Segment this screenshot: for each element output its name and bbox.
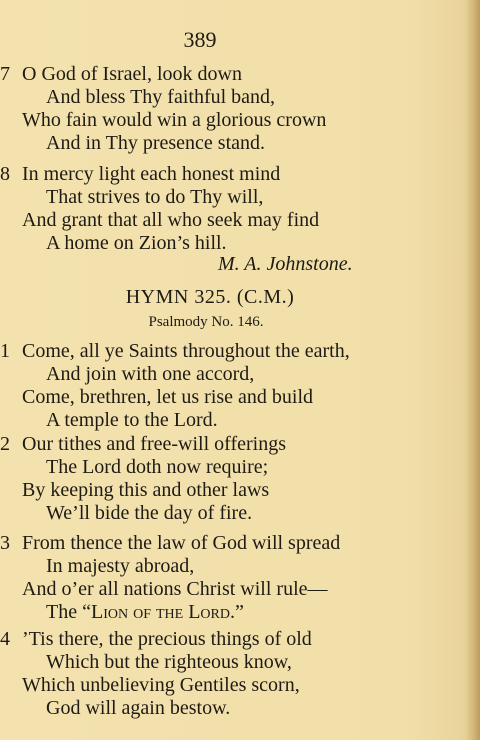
- verse-line: Which but the righteous know,: [46, 651, 292, 673]
- verse-3: [0, 532, 340, 624]
- author-attribution: M. A. Johnstone.: [218, 253, 353, 275]
- verse-line: We’ll bide the day of fire.: [46, 502, 253, 524]
- verse-8: [0, 163, 319, 255]
- verse-line: By keeping this and other laws: [22, 479, 270, 501]
- page-edge-shadow: [466, 0, 480, 740]
- verse-line: 3 From thence the law of God will spread: [0, 532, 341, 554]
- small-caps-title: Lion of the Lord: [90, 601, 230, 623]
- verse-line: 1 Come, all ye Saints throughout the earth,: [0, 340, 350, 362]
- verse-number: 3: [0, 532, 10, 554]
- verse-line: And join with one accord,: [46, 363, 255, 385]
- verse-line: The Lord doth now require;: [46, 456, 269, 478]
- verse-line: And in Thy presence stand.: [46, 132, 266, 154]
- verse-line: In majesty abroad,: [46, 555, 195, 577]
- verse-line: Come, brethren, let us rise and build: [22, 386, 314, 408]
- verse-1: [0, 340, 350, 432]
- verse-number: 8: [0, 163, 10, 185]
- verse-line: 2 Our tithes and free-will offerings: [0, 433, 286, 455]
- verse-line: A home on Zion’s hill.: [46, 232, 227, 254]
- verse-line: Which unbelieving Gentiles scorn,: [22, 674, 300, 696]
- verse-line: God will again bestow.: [46, 697, 231, 719]
- verse-line: 8 In mercy light each honest mind: [0, 163, 281, 185]
- verse-number: 1: [0, 340, 10, 362]
- verse-4: [0, 628, 312, 720]
- verse-line: And grant that all who seek may find: [22, 209, 320, 231]
- verse-line: And o’er all nations Christ will rule—: [22, 578, 328, 600]
- verse-number: 2: [0, 433, 10, 455]
- tune-reference: Psalmody No. 146.: [148, 314, 264, 330]
- verse-line: 4 ’Tis there, the precious things of old: [0, 628, 312, 650]
- verse-line: And bless Thy faithful band,: [46, 86, 276, 108]
- verse-line: Who fain would win a glorious crown: [22, 109, 327, 131]
- verse-7: [0, 63, 326, 155]
- verse-line: The “Lion of the Lord.”: [46, 601, 244, 623]
- verse-2: [0, 433, 286, 525]
- verse-line: 7 O God of Israel, look down: [0, 63, 242, 85]
- hymn-title: HYMN 325. (C.M.): [125, 286, 295, 308]
- verse-line: A temple to the Lord.: [46, 409, 218, 431]
- verse-number: 4: [0, 628, 10, 650]
- verse-line: That strives to do Thy will,: [46, 186, 264, 208]
- page-number: 389: [183, 27, 217, 52]
- verse-number: 7: [0, 63, 10, 85]
